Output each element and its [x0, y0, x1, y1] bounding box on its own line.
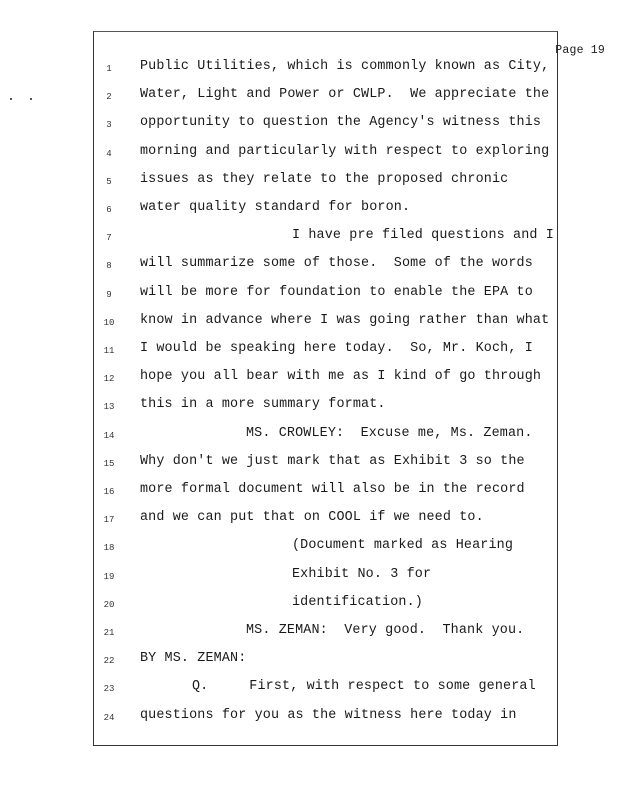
transcript-line	[93, 285, 558, 313]
line-text: hope you all bear with me as I kind of go through	[140, 369, 542, 385]
line-number: 14	[103, 430, 115, 441]
line-number: 10	[103, 317, 115, 328]
line-number: 3	[106, 120, 112, 131]
transcript-line	[93, 426, 558, 454]
line-number: 1	[106, 64, 112, 74]
line-text: issues as they relate to the proposed chronic	[140, 171, 509, 187]
line-text: this in a more summary format.	[140, 397, 386, 413]
line-text: and we can put that on COOL if we need to.	[140, 510, 484, 526]
line-number: 7	[106, 233, 112, 244]
line-text: questions for you as the witness here today in	[140, 707, 517, 723]
line-number: 5	[106, 176, 112, 187]
transcript-line	[93, 87, 558, 115]
transcript-line	[93, 679, 558, 707]
line-text: opportunity to question the Agency's witness this	[140, 115, 542, 131]
line-number: 17	[103, 515, 115, 526]
line-number: 22	[103, 656, 115, 667]
line-text: morning and particularly with respect to exploring	[140, 143, 550, 159]
transcript-line	[93, 595, 558, 623]
line-text: MS. ZEMAN: Very good. Thank you.	[246, 623, 525, 638]
line-text: I would be speaking here today. So, Mr. Koch, I	[140, 341, 533, 356]
transcript-line	[93, 144, 558, 172]
transcript-line	[93, 341, 558, 369]
line-number: 18	[103, 543, 115, 554]
line-number: 12	[103, 374, 115, 385]
line-text: Exhibit No. 3 for	[292, 566, 432, 582]
line-text: Why don't we just mark that as Exhibit 3 so the	[140, 453, 525, 469]
line-number: 16	[103, 487, 115, 497]
transcript-line	[93, 313, 558, 341]
transcript-line	[93, 454, 558, 482]
transcript-line	[93, 482, 558, 510]
line-text: more formal document will also be in the record	[140, 482, 525, 497]
line-number: 13	[103, 402, 115, 413]
line-number: 20	[103, 599, 115, 610]
line-number: 8	[106, 261, 112, 272]
line-text: water quality standard for boron.	[140, 200, 411, 215]
line-number: 4	[106, 148, 112, 159]
line-text: will summarize some of those. Some of the words	[140, 256, 533, 272]
transcript-line	[93, 623, 558, 651]
line-number: 11	[103, 346, 115, 356]
transcript-line	[93, 397, 558, 425]
transcript-line	[93, 538, 558, 566]
transcript-line	[93, 228, 558, 256]
line-text: BY MS. ZEMAN:	[140, 651, 247, 667]
transcript-line	[93, 115, 558, 143]
transcript-line	[93, 200, 558, 228]
line-number: 24	[103, 712, 115, 723]
line-text: know in advance where I was going rather than what	[140, 312, 550, 328]
line-text: MS. CROWLEY: Excuse me, Ms. Zeman.	[246, 425, 533, 441]
line-text: Q. First, with respect to some general	[192, 679, 536, 695]
transcript-line	[93, 256, 558, 284]
transcript-line	[93, 708, 558, 736]
line-number: 23	[103, 684, 115, 695]
transcript-line	[93, 172, 558, 200]
line-text: will be more for foundation to enable the EPA to	[140, 284, 533, 300]
page-number-header: Page 19	[555, 44, 605, 57]
line-number: 2	[106, 92, 112, 103]
line-text: (Document marked as Hearing	[292, 538, 514, 554]
transcript-line	[93, 510, 558, 538]
scan-speck	[10, 98, 12, 100]
transcript-line	[93, 369, 558, 397]
line-number: 21	[103, 628, 115, 638]
line-number: 15	[103, 458, 115, 469]
scan-speck	[30, 98, 32, 100]
line-text: Water, Light and Power or CWLP. We appreciate the	[140, 87, 550, 103]
line-number: 19	[103, 571, 115, 582]
line-number: 9	[106, 289, 112, 300]
line-text: Public Utilities, which is commonly known as City,	[140, 59, 550, 74]
transcript-line	[93, 59, 558, 87]
line-text: identification.)	[292, 594, 423, 610]
line-text: I have pre filed questions and I	[292, 228, 554, 244]
transcript-line	[93, 651, 558, 679]
transcript-line	[93, 567, 558, 595]
line-number: 6	[106, 205, 112, 215]
